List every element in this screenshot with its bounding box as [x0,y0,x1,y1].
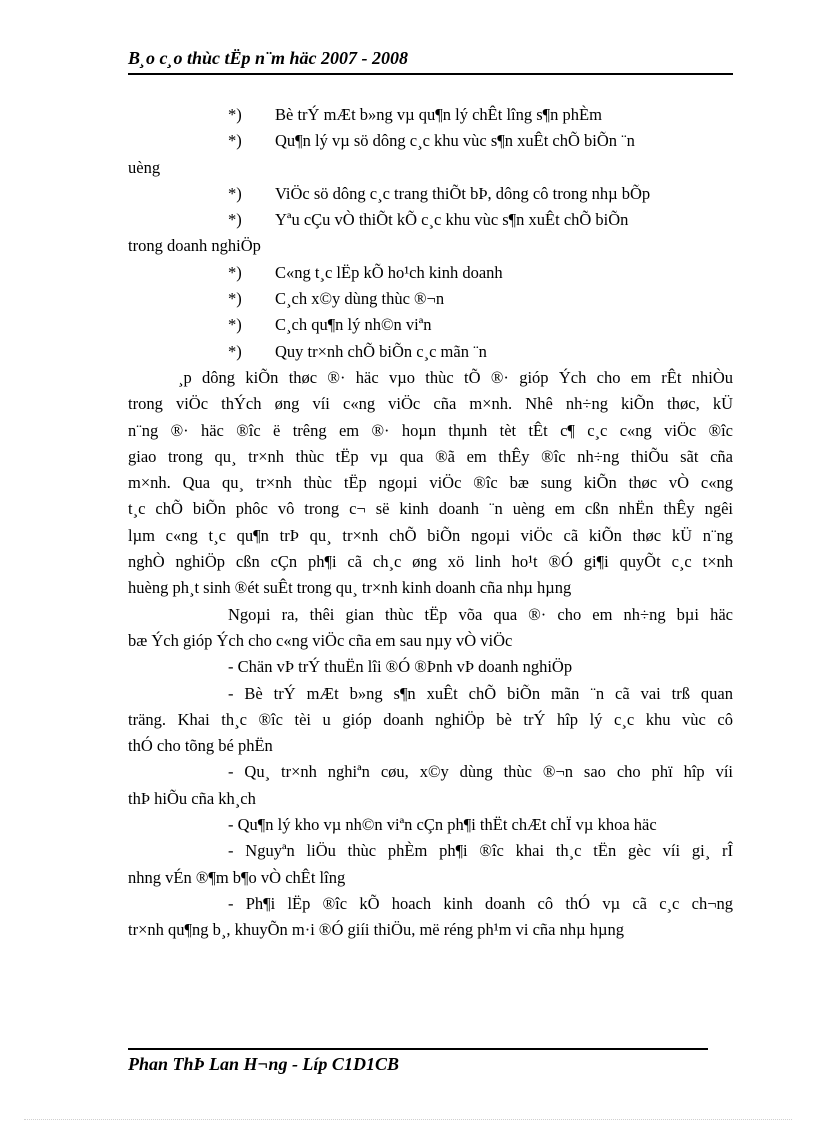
dash-item-continuation: thÞ hiÕu cña kh¸ch [128,788,256,808]
dash-item: - Ph¶i lËp ®îc kÕ hoach kinh doanh cô thÓ vµ cã c¸c ch¬ng [228,893,733,913]
bullet-marker: *) [228,289,242,309]
bullet-marker: *) [228,210,242,230]
bullet-text: C«ng t¸c lËp kÕ ho¹ch kinh doanh [275,262,503,282]
bullet-item [128,312,733,338]
footer-rule [128,1048,708,1050]
dash-item-continuation: thÓ cho tõng bé phËn [128,736,273,756]
paragraph-line: trong viÖc thÝch øng víi c«ng viÖc cña m×nh. Nhê nh÷ng kiÕn thøc, kÜ [128,394,733,414]
dash-item: - Chän vÞ trÝ thuËn lîi ®Ó ®Þnh vÞ doanh nghiÖp [228,657,573,677]
bullet-item [128,286,733,312]
bullet-item [128,339,733,365]
document-body [128,102,733,944]
paragraph-line: bæ Ých gióp Ých cho c«ng viÖc cña em sau nµy vÒ viÖc [128,630,513,650]
bullet-item [128,260,733,286]
bullet-text: C¸ch x©y dùng thùc ®¬n [275,289,445,309]
bullet-item [128,128,733,154]
dash-item-continuation: träng. Khai th¸c ®îc tèi u gióp doanh nghiÖp bè trÝ hîp lý c¸c khu vùc cô [128,709,733,729]
dash-item: - Nguyªn liÖu thùc phÈm ph¶i ®îc khai th¸c tËn gèc víi gi¸ rÎ [228,841,733,861]
page-footer-author: Phan ThÞ Lan H¬ng - Líp C1D1CB [128,1054,399,1074]
bullet-text: Bè trÝ mÆt b»ng vµ qu¶n lý chÊt lîng s¶n phÈm [275,105,602,124]
dash-item: - Qu¸ tr×nh nghiªn cøu, x©y dùng thùc ®¬n sao cho phï hîp víi [228,762,733,782]
bullet-item [128,102,733,128]
paragraph-line: giao trong qu¸ tr×nh thùc tËp vµ qua ®ã em thÊy ®îc nh÷ng thiÕu sãt cña [128,446,733,466]
paragraph-line: n¨ng ®· häc ®îc ë trêng em ®· hoµn thµnh tèt tÊt c¶ c¸c c«ng viÖc ®îc [128,420,733,440]
bullet-text: C¸ch qu¶n lý nh©n viªn [275,315,432,335]
paragraph-line: t¸c chÕ biÕn phôc vô trong c¬ së kinh doanh ¨n uèng em cßn nhËn thÊy ngêi [128,499,733,519]
bullet-text: Qu¶n lý vµ sö dông c¸c khu vùc s¶n xuÊt chÕ biÕn ¨n [275,131,635,151]
bullet-text: Yªu cÇu vÒ thiÕt kÕ c¸c khu vùc s¶n xuÊt chÕ biÕn [275,210,629,230]
dash-item: - Qu¶n lý kho vµ nh©n viªn cÇn ph¶i thËt chÆt chÏ vµ khoa häc [228,815,657,835]
bullet-marker: *) [228,131,242,151]
bullet-item [128,207,733,233]
header-rule [128,73,733,75]
bullet-marker: *) [228,105,242,124]
dash-item-continuation: tr×nh qu¶ng b¸, khuyÕn m·i ®Ó giíi thiÖu, më réng ph¹m vi cña nhµ hµng [128,920,624,940]
bullet-text: Quy tr×nh chÕ biÕn c¸c mãn ¨n [275,341,487,361]
bullet-marker: *) [228,183,242,203]
bullet-item [128,181,733,207]
bullet-marker: *) [228,341,242,361]
continuation-line: trong doanh nghiÖp [128,236,261,256]
bullet-text: ViÖc sö dông c¸c trang thiÕt bÞ, dông cô trong nhµ bÕp [275,183,651,203]
bullet-marker: *) [228,315,242,335]
bullet-marker: *) [228,262,242,282]
page-header-title: B¸o c¸o thùc tËp n¨m häc 2007 - 2008 [128,48,409,68]
page-edge-dotted-line [24,1119,792,1120]
dash-item: - Bè trÝ mÆt b»ng s¶n xuÊt chÕ biÕn mãn ¨n cã vai trß quan [228,683,733,703]
paragraph-line: ¸p dông kiÕn thøc ®· häc vµo thùc tÕ ®· gióp Ých cho em rÊt nhiÒu [178,367,733,387]
paragraph-line: Ngoµi ra, thêi gian thùc tËp võa qua ®· cho em nh÷ng bµi häc [228,604,733,624]
paragraph-line: lµm c«ng t¸c qu¶n trÞ qu¸ tr×nh chÕ biÕn ngoµi viÖc cã kiÕn thøc kÜ n¨ng [128,525,733,545]
paragraph-line: nghÒ nghiÖp cßn cÇn ph¶i cã ch¸c øng xö linh ho¹t ®Ó gi¶i quyÕt c¸c t×nh [128,552,733,572]
continuation-line: uèng [128,157,161,177]
paragraph-line: huèng ph¸t sinh ®ét suÊt trong qu¸ tr×nh kinh doanh cña nhµ hµng [128,578,572,598]
paragraph-line: m×nh. Qua qu¸ tr×nh thùc tËp ngoµi viÖc ®îc bæ sung kiÕn thøc vÒ c«ng [128,473,733,493]
dash-item-continuation: nhng vÉn ®¶m b¶o vÒ chÊt lîng [128,867,346,887]
